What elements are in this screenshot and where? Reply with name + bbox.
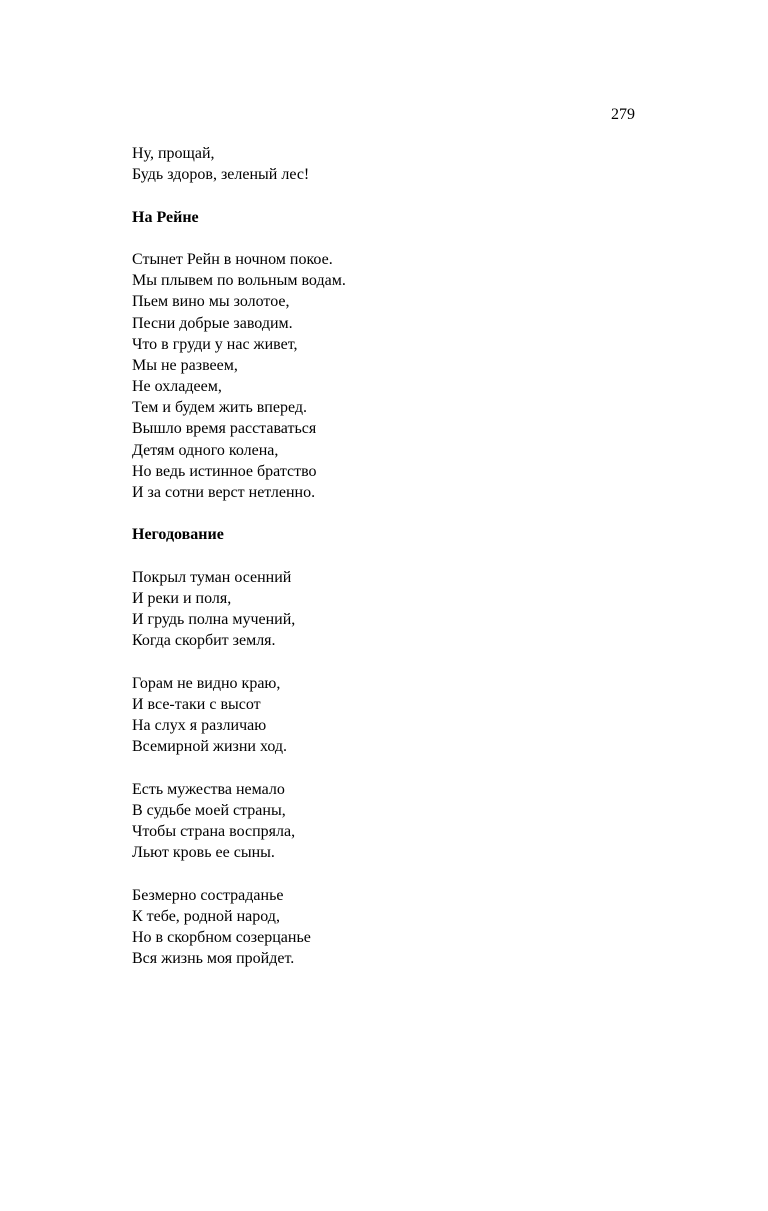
poem-line: Горам не видно краю,	[132, 674, 281, 692]
poem-line: И реки и поля,	[132, 589, 232, 607]
stanza-gap	[132, 503, 652, 524]
poem-line: Вышло время расставаться	[132, 420, 317, 438]
poem-line: Ну, прощай,	[132, 145, 215, 162]
poem-line: Когда скорбит земля.	[132, 632, 276, 650]
poem-line: На слух я различаю	[132, 717, 267, 735]
poem-stanza	[132, 249, 652, 503]
poem-line: Будь здоров, зеленый лес!	[132, 166, 310, 184]
poem-title: Негодование	[132, 526, 224, 544]
poem-line: Есть мужества немало	[132, 780, 285, 798]
stanza-gap	[132, 185, 652, 206]
poem-line: Чтобы страна воспряла,	[132, 823, 296, 840]
poem-line: И за сотни верст нетленно.	[132, 484, 316, 501]
poem-line: И грудь полна мучений,	[132, 611, 296, 629]
poem-stanza	[132, 567, 652, 652]
poem-stanza	[132, 779, 652, 864]
intro-stanza	[132, 143, 652, 185]
stanza-gap	[132, 863, 652, 884]
poem-line: Не охладеем,	[132, 378, 222, 396]
poem-line: Тем и будем жить вперед.	[132, 399, 307, 417]
poem-line: Пьем вино мы золотое,	[132, 293, 290, 311]
poem-line: Мы не развеем,	[132, 356, 238, 374]
poem-stanza	[132, 673, 652, 758]
poem-line: К тебе, родной народ,	[132, 907, 280, 925]
poem-line: Песни добрые заводим.	[132, 314, 293, 332]
poem-line: Стынет Рейн в ночном покое.	[132, 250, 333, 268]
poem-line: Детям одного колена,	[132, 441, 279, 459]
poem-line: И все-таки с высот	[132, 695, 261, 713]
poem-line: Но в скорбном созерцанье	[132, 928, 311, 946]
poem-line: Но ведь истинное братство	[132, 462, 317, 480]
page-content	[132, 143, 652, 969]
stanza-gap	[132, 546, 652, 567]
poem-line: Безмерно состраданье	[132, 886, 284, 904]
stanza-gap	[132, 228, 652, 249]
poem-line: Что в груди у нас живет,	[132, 335, 298, 353]
poem-line: Вся жизнь моя пройдет.	[132, 950, 295, 968]
poem-line: Всемирной жизни ход.	[132, 738, 288, 756]
poem-line: В судьбе моей страны,	[132, 801, 286, 819]
stanza-gap	[132, 757, 652, 778]
poem-line: Мы плывем по вольным водам.	[132, 272, 346, 290]
poem-title: На Рейне	[132, 208, 199, 226]
page-number: 279	[611, 106, 635, 123]
stanza-gap	[132, 652, 652, 673]
poem-stanza	[132, 885, 652, 970]
poem-line: Покрыл туман осенний	[132, 568, 292, 586]
poem-line: Льют кровь ее сыны.	[132, 844, 275, 862]
